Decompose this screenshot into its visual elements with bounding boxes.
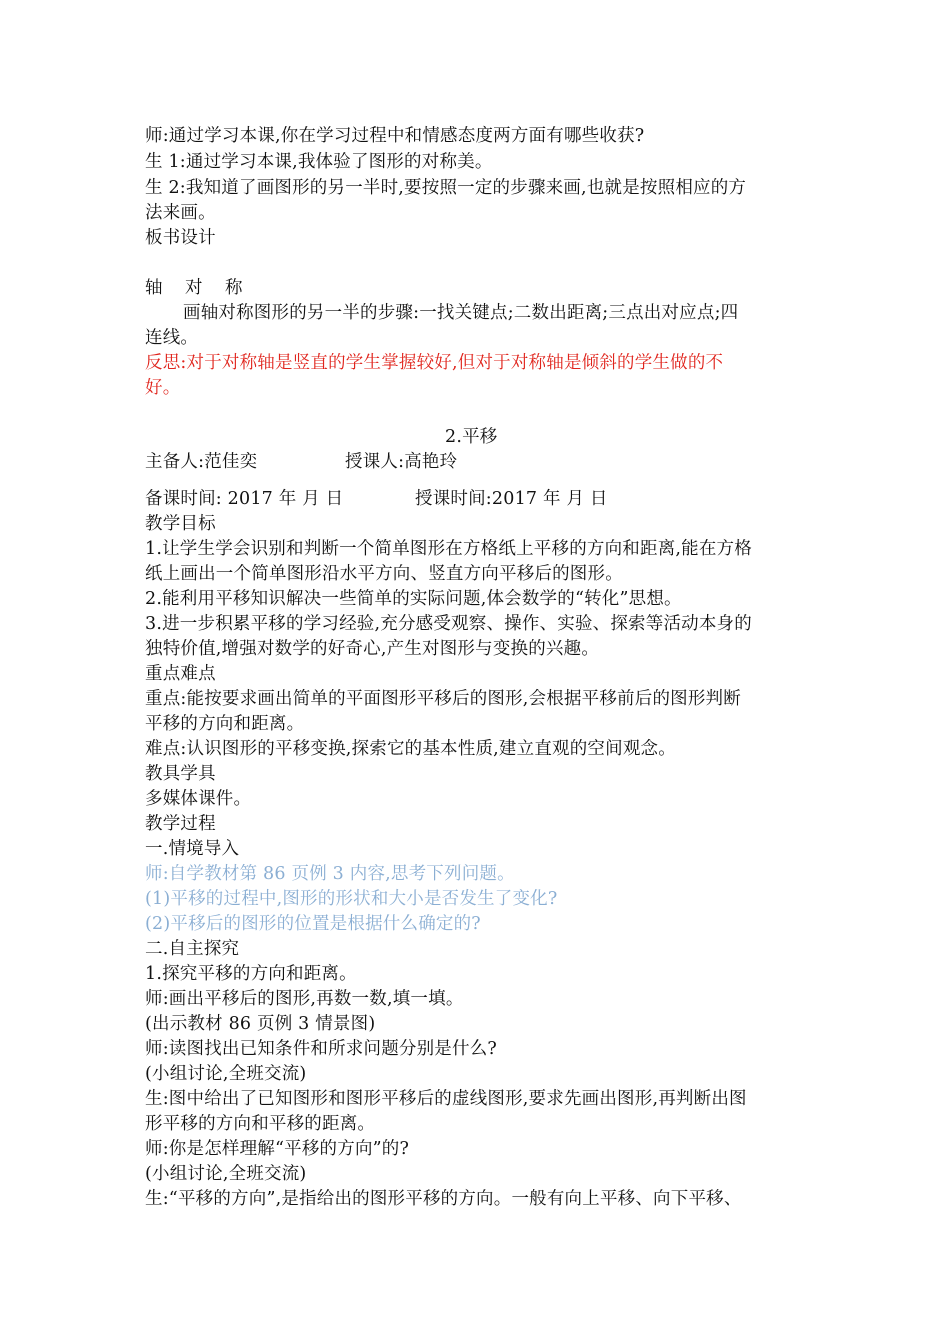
board-title (145, 276, 243, 300)
subsection-heading: 二.自主探究 (145, 939, 240, 959)
subsection-heading: 一.情境导入 (145, 839, 240, 859)
board-title-char: 称 (225, 278, 243, 298)
text-line: 2.能利用平移知识解决一些简单的实际问题,体会数学的“转化”思想。 (145, 589, 682, 609)
text-line: (出示教材 86 页例 3 情景图) (145, 1014, 376, 1034)
text-line: 平移的方向和距离。 (145, 714, 305, 734)
text-line: 生 2:我知道了画图形的另一半时,要按照一定的步骤来画,也就是按照相应的方 (145, 178, 747, 198)
text-line: (小组讨论,全班交流) (145, 1164, 307, 1184)
highlight-text: 师:自学教材第 86 页例 3 内容,思考下列问题。 (145, 864, 515, 884)
board-title-char: 对 (185, 278, 203, 298)
section-heading: 教学过程 (145, 814, 216, 834)
text-line: 形平移的方向和平移的距离。 (145, 1114, 376, 1134)
section-heading: 教学目标 (145, 514, 216, 534)
prep-time: 备课时间: 2017 年 月 日 (145, 489, 344, 509)
text-line: 师:你是怎样理解“平移的方向”的? (145, 1139, 410, 1159)
text-line: 生:“平移的方向”,是指给出的图形平移的方向。一般有向上平移、向下平移、 (145, 1189, 742, 1209)
preparer: 主备人:范佳奕 (145, 452, 258, 472)
reflection-text: 反思:对于对称轴是竖直的学生掌握较好,但对于对称轴是倾斜的学生做的不 (145, 353, 724, 373)
section-heading: 教具学具 (145, 764, 216, 784)
text-line: 多媒体课件。 (145, 789, 252, 809)
text-line: 画轴对称图形的另一半的步骤:一找关键点;二数出距离;三点出对应点;四 (183, 303, 739, 323)
text-line: 1.探究平移的方向和距离。 (145, 964, 357, 984)
text-line: 重点:能按要求画出简单的平面图形平移后的图形,会根据平移前后的图形判断 (145, 689, 741, 709)
board-title-char: 轴 (145, 278, 163, 298)
text-line: 连线。 (145, 328, 199, 348)
text-line: 独特价值,增强对数学的好奇心,产生对图形与变换的兴趣。 (145, 639, 600, 659)
teach-time: 授课时间:2017 年 月 日 (415, 489, 608, 509)
text-line: 师:通过学习本课,你在学习过程中和情感态度两方面有哪些收获? (145, 126, 645, 146)
section-heading: 板书设计 (145, 228, 216, 248)
text-line: (小组讨论,全班交流) (145, 1064, 307, 1084)
text-line: 师:读图找出已知条件和所求问题分别是什么? (145, 1039, 497, 1059)
teacher: 授课人:高艳玲 (345, 452, 458, 472)
text-line: 1.让学生学会识别和判断一个简单图形在方格纸上平移的方向和距离,能在方格 (145, 539, 752, 559)
text-line: 3.进一步积累平移的学习经验,充分感受观察、操作、实验、探索等活动本身的 (145, 614, 752, 634)
text-line: 纸上画出一个简单图形沿水平方向、竖直方向平移后的图形。 (145, 564, 623, 584)
highlight-text: (1)平移的过程中,图形的形状和大小是否发生了变化? (145, 889, 558, 909)
text-line: 法来画。 (145, 203, 216, 223)
text-line: 生 1:通过学习本课,我体验了图形的对称美。 (145, 152, 493, 172)
highlight-text: (2)平移后的图形的位置是根据什么确定的? (145, 914, 481, 934)
section-heading: 重点难点 (145, 664, 216, 684)
text-line: 难点:认识图形的平移变换,探索它的基本性质,建立直观的空间观念。 (145, 739, 676, 759)
lesson-title: 2.平移 (445, 427, 498, 447)
reflection-text: 好。 (145, 378, 181, 398)
text-line: 生:图中给出了已知图形和图形平移后的虚线图形,要求先画出图形,再判断出图 (145, 1089, 747, 1109)
text-line: 师:画出平移后的图形,再数一数,填一填。 (145, 989, 464, 1009)
